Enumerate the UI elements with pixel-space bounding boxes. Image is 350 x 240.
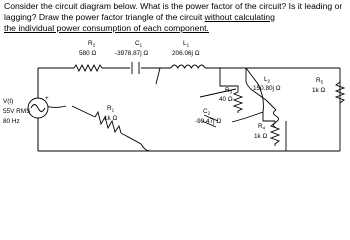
voltage-source (28, 68, 49, 151)
r3-name: $R_3$ (225, 87, 233, 95)
resistor-r2 (74, 65, 102, 71)
r2-name: $R_2$ (88, 40, 96, 48)
l2-value: 150.80j Ω (253, 85, 281, 92)
l1-value: 206.06j Ω (172, 50, 200, 57)
inductor-l1 (171, 65, 205, 68)
wires (38, 68, 340, 151)
c1-value: -3978.87j Ω (115, 50, 149, 57)
r2-value: 580 Ω (79, 50, 97, 57)
r4-name: $R_4$ (258, 123, 266, 131)
resistor-r4 (271, 121, 279, 146)
resistor-r3 (234, 90, 242, 113)
r5-name: $R_5$ (316, 77, 324, 85)
source-frequency: 80 Hz (3, 118, 20, 125)
r1-name: $R_1$ (107, 105, 115, 113)
c1-name: $C_1$ (135, 40, 143, 48)
question-underlined-1: without calculating (204, 11, 275, 22)
inductor-l2 (274, 110, 279, 128)
l2-name: $L_2$ (264, 76, 271, 84)
c2-value: -99.47j Ω (195, 118, 222, 125)
r3-value: 40 Ω (219, 96, 233, 103)
r4-value: 1k Ω (254, 133, 268, 140)
source-name: V(t) (3, 98, 14, 105)
source-voltage: 55V RMS (3, 108, 31, 115)
svg-text:+: + (45, 95, 49, 102)
capacitor-c1 (132, 62, 139, 74)
l1-name: $L_1$ (183, 40, 190, 48)
question-line1: Consider the circuit diagram below. What is the power factor of the circuit? Is it leading or lagging? Draw the power factor triangle of the circuit (4, 1, 343, 22)
question-underlined-2: the individual power consumption of each component. (4, 22, 209, 33)
r5-value: 1k Ω (312, 87, 326, 94)
c2-name: $C_2$ (203, 108, 211, 116)
r1-value: 1k Ω (104, 115, 118, 122)
